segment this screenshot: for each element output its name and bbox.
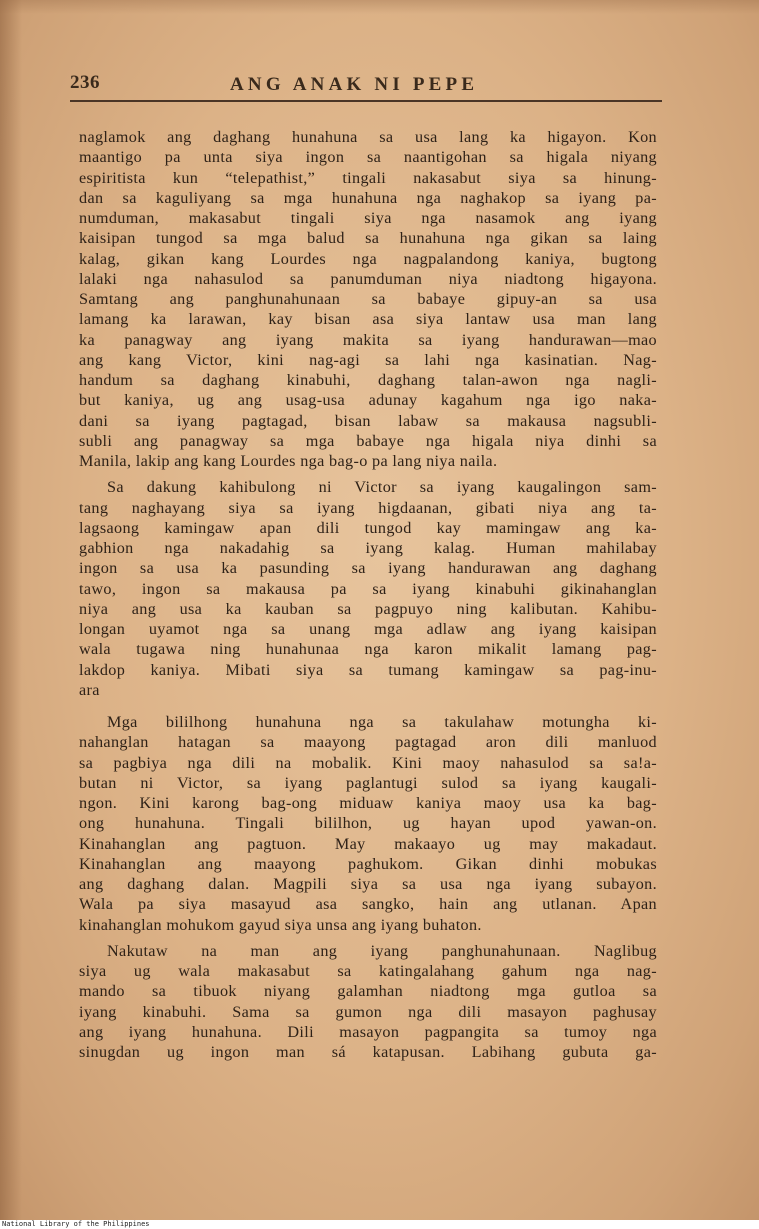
text-line: Wala pa siya masayud asa sangko, hain ang utlanan. Apan	[79, 895, 657, 914]
paragraph-3	[79, 712, 657, 935]
text-line: tawo, ingon sa makausa pa sa iyang kinabuhi gikinahanglan	[79, 579, 657, 598]
text-line: espiritista kun “telepathist,” tingali nakasabut siya sa hinung-	[79, 168, 657, 187]
text-line: Sa dakung kahibulong ni Victor sa iyang kaugalingon sam-	[107, 478, 657, 497]
text-line: naglamok ang daghang hunahuna sa usa lang ka higayon. Kon	[79, 128, 657, 146]
text-line: Samtang ang panghunahunaan sa babaye gipuy-an sa usa	[79, 290, 657, 308]
text-line: handum sa daghang kinabuhi, daghang talan-awon nga nagli-	[79, 371, 657, 389]
text-line: kalag, gikan kang Lourdes nga nagpalandong kaniya, bugtong	[79, 249, 657, 268]
text-line: niya ang usa ka kauban sa pagpuyo ning kalibutan. Kahibu-	[79, 599, 657, 618]
text-line: but kaniya, ug ang usag-usa adunay kagahum nga igo naka-	[79, 391, 657, 410]
text-line: subli ang panagway sa mga babaye nga higala niya dinhi sa	[79, 431, 657, 450]
text-line: kinahanglan mohukom gayud siya unsa ang iyang buhaton.	[79, 915, 482, 934]
text-line: lakdop kaniya. Mibati siya sa tumang kamingaw sa pag-inu-	[79, 660, 657, 679]
text-line: ara	[79, 680, 100, 699]
text-line: ka panagway ang iyang makita sa iyang handurawan—mao	[79, 330, 657, 349]
text-line: Manila, lakip ang kang Lourdes nga bag-o pa lang niya naila.	[79, 452, 498, 470]
text-line: tang naghayang siya sa iyang higdaanan, gibati niya ang ta-	[79, 498, 657, 517]
library-credit: National Library of the Philippines	[2, 1220, 150, 1228]
paragraph-1	[79, 127, 657, 471]
text-line: Nakutaw na man ang iyang panghunahunaan. Naglibug	[107, 941, 657, 960]
text-line: butan ni Victor, sa iyang paglantugi sulod sa iyang kaugali-	[79, 773, 657, 792]
text-line: lamang ka larawan, kay bisan asa siya lantaw usa man lang	[79, 310, 657, 329]
spine-shadow	[0, 0, 22, 1220]
text-line: lalaki nga nahasulod sa panumduman niya niadtong higayona.	[79, 269, 657, 288]
text-line: Kinahanglan ang pagtuon. May makaayo ug may makadaut.	[79, 834, 657, 853]
text-line: ang daghang dalan. Magpili siya sa usa nga iyang subayon.	[79, 875, 657, 893]
page-number: 236	[70, 72, 100, 93]
text-line: ngon. Kini karong bag-ong miduaw kaniya maoy usa ka bag-	[79, 794, 657, 812]
text-line: gabhion nga nakadahig sa iyang kalag. Human mahilabay	[79, 539, 657, 557]
paragraph-2	[79, 477, 657, 700]
text-line: maantigo pa unta siya ingon sa naantigohan sa higala niyang	[79, 148, 657, 167]
header-rule	[70, 100, 662, 102]
text-line: Mga bililhong hunahuna nga sa takulahaw motungha ki-	[107, 713, 657, 731]
text-line: dani sa iyang pagtagad, bisan labaw sa makausa nagsubli-	[79, 411, 657, 430]
text-line: iyang kinabuhi. Sama sa gumon nga dili masayon paghusay	[79, 1002, 657, 1021]
text-line: ang iyang hunahuna. Dili masayon pagpangita sa tumoy nga	[79, 1022, 657, 1041]
body-text	[79, 127, 657, 1062]
page-header	[70, 72, 662, 102]
text-line: ingon sa usa ka pasunding sa iyang handurawan ang daghang	[79, 559, 657, 578]
paragraph-4	[79, 941, 657, 1063]
text-line: nahanglan hatagan sa maayong pagtagad aron dili manluod	[79, 733, 657, 752]
text-line: numduman, makasabut tingali siya nga nasamok ang iyang	[79, 209, 657, 227]
text-line: wala tugawa ning hunahunaa nga karon mikalit lamang pag-	[79, 640, 657, 659]
text-line: sa pagbiya nga dili na mobalik. Kini maoy nahasulod sa sa!a-	[79, 753, 657, 772]
text-line: dan sa kaguliyang sa mga hunahuna nga naghakop sa iyang pa-	[79, 188, 657, 207]
page-top-edge	[0, 0, 759, 14]
text-line: Kinahanglan ang maayong paghukom. Gikan dinhi mobukas	[79, 854, 657, 873]
text-line: lagsaong kamingaw apan dili tungod kay mamingaw ang ka-	[79, 518, 657, 537]
text-line: sinugdan ug ingon man sá katapusan. Labihang gubuta ga-	[79, 1043, 657, 1061]
text-line: mando sa tibuok niyang galamhan niadtong mga gutloa sa	[79, 982, 657, 1001]
text-line: siya ug wala makasabut sa katingalahang gahum nga nag-	[79, 962, 657, 980]
text-line: longan uyamot nga sa unang mga adlaw ang iyang kaisipan	[79, 620, 657, 638]
text-line: ang kang Victor, kini nag-agi sa lahi nga kasinatian. Nag-	[79, 350, 657, 369]
running-title: ANG ANAK NI PEPE	[230, 74, 479, 95]
text-line: kaisipan tungod sa mga balud sa hunahuna nga gikan sa laing	[79, 229, 657, 248]
text-line: ong hunahuna. Tingali bililhon, ug hayan upod yawan-on.	[79, 814, 657, 833]
